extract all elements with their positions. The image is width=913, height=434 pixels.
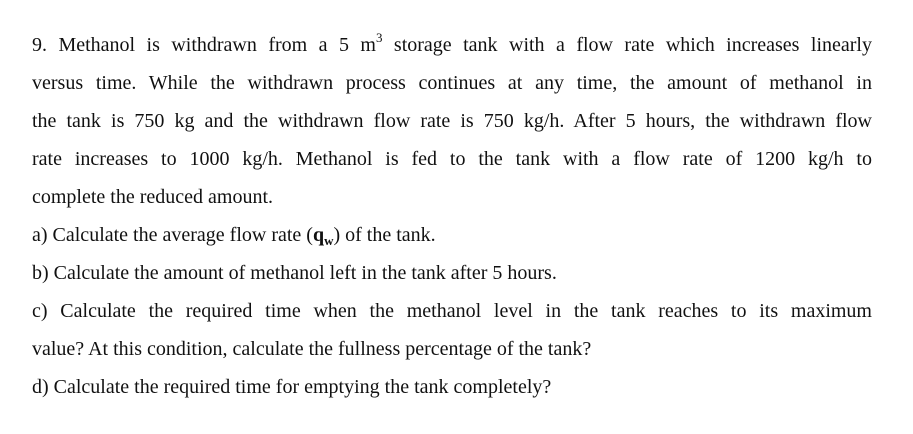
question-b: b) Calculate the amount of methanol left in the tank after 5 hours. <box>32 262 557 284</box>
problem-line-5: complete the reduced amount. <box>32 186 274 208</box>
problem-document <box>32 26 872 406</box>
problem-line-1-text-end: storage tank with a flow rate which increases linearly <box>382 34 872 56</box>
problem-line-1-text: 9. Methanol is withdrawn from a 5 m <box>32 34 376 56</box>
question-a-text: a) Calculate the average flow rate ( <box>32 224 313 246</box>
flow-rate-symbol: q <box>312 224 325 246</box>
question-a <box>32 216 872 254</box>
cubic-superscript: 3 <box>375 30 383 45</box>
question-c-line-2: value? At this condition, calculate the fullness percentage of the tank? <box>32 338 592 360</box>
question-c-line-1: c) Calculate the required time when the methanol level in the tank reaches to its maximum <box>32 300 872 322</box>
question-a-text-end: ) of the tank. <box>333 224 436 246</box>
problem-line-3: the tank is 750 kg and the withdrawn flow rate is 750 kg/h. After 5 hours, the withdrawn flow <box>32 110 872 132</box>
problem-line-1 <box>32 26 872 64</box>
problem-line-2: versus time. While the withdrawn process continues at any time, the amount of methanol in <box>32 72 872 94</box>
problem-line-4: rate increases to 1000 kg/h. Methanol is fed to the tank with a flow rate of 1200 kg/h to <box>32 148 872 170</box>
question-d: d) Calculate the required time for emptying the tank completely? <box>32 376 552 398</box>
flow-rate-subscript: w <box>324 233 334 248</box>
